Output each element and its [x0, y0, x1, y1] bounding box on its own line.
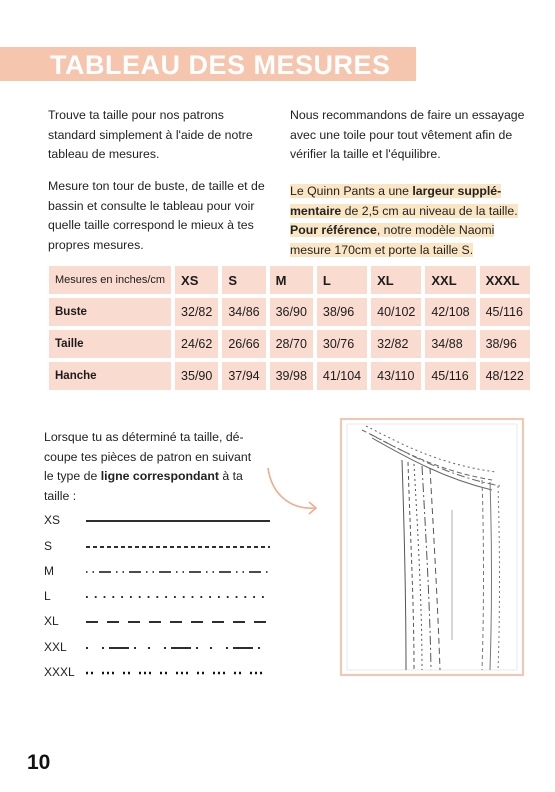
- line-style-xl: [84, 618, 274, 626]
- line-style-l: [84, 593, 274, 601]
- line-style-xxl: [84, 644, 274, 652]
- table-cell: 45/116: [480, 298, 530, 326]
- table-cell: 45/116: [425, 362, 475, 390]
- table-cell: 24/62: [175, 330, 218, 358]
- line-label-xxl: XXL: [44, 640, 67, 654]
- table-cell: 42/108: [425, 298, 475, 326]
- line-label-l: L: [44, 589, 51, 603]
- table-cell: 40/102: [371, 298, 421, 326]
- size-header-xxl: XXL: [425, 266, 475, 294]
- table-cell: 32/82: [371, 330, 421, 358]
- line-style-xxxl: [84, 669, 274, 677]
- table-row: [49, 298, 530, 326]
- intro-paragraph-2: Mesure ton tour de buste, de taille et de bassin et consulte le tableau pour voir quelle taille correspond le mieux à tes propres mesures.: [48, 179, 265, 252]
- size-header-xl: XL: [371, 266, 421, 294]
- pattern-lines-drawing: [342, 420, 522, 674]
- intro-paragraph-1: Trouve ta taille pour nos patrons standard simplement à l'aide de notre tableau de mesures.: [48, 108, 253, 161]
- table-cell: 30/76: [317, 330, 367, 358]
- size-table: [45, 262, 534, 394]
- table-cell: 34/88: [425, 330, 475, 358]
- table-cell: 41/104: [317, 362, 367, 390]
- line-style-s: [84, 543, 274, 551]
- table-cell: 37/94: [222, 362, 265, 390]
- table-cell: 26/66: [222, 330, 265, 358]
- page-number: 10: [27, 751, 51, 774]
- line-type-instructions: Lorsque tu as déterminé ta taille, dé-coupe tes pièces de patron en suivant le type de ligne correspondant à ta taille :: [44, 430, 252, 503]
- size-header-m: M: [270, 266, 313, 294]
- size-header-s: S: [222, 266, 265, 294]
- line-style-xs: [84, 517, 274, 525]
- table-cell: 39/98: [270, 362, 313, 390]
- size-header-l: L: [317, 266, 367, 294]
- pattern-piece-illustration: [340, 418, 524, 676]
- row-label-waist: Taille: [49, 330, 171, 358]
- fit-note: [290, 182, 532, 260]
- line-label-xxxl: XXXL: [44, 665, 75, 679]
- size-header-xs: XS: [175, 266, 218, 294]
- table-cell: 48/122: [480, 362, 530, 390]
- table-corner-label: Mesures en inches/cm: [49, 266, 171, 294]
- table-row: [49, 330, 530, 358]
- table-cell: 35/90: [175, 362, 218, 390]
- table-cell: 38/96: [480, 330, 530, 358]
- recommendation-paragraph: Nous recommandons de faire un essayage avec une toile pour tout vêtement afin de vérifier la taille et l'équilibre.: [290, 108, 525, 161]
- table-cell: 28/70: [270, 330, 313, 358]
- table-cell: 38/96: [317, 298, 367, 326]
- size-header-xxxl: XXXL: [480, 266, 530, 294]
- table-cell: 36/90: [270, 298, 313, 326]
- size-header-row: [49, 266, 530, 294]
- table-cell: 43/110: [371, 362, 421, 390]
- table-cell: 34/86: [222, 298, 265, 326]
- line-label-m: M: [44, 564, 54, 578]
- fit-note-text: Le Quinn Pants a une largeur supplé-mentaire de 2,5 cm au niveau de la taille. Pour référence, notre modèle Naomi mesure 170cm et porte la taille S.: [290, 184, 518, 257]
- table-cell: 32/82: [175, 298, 218, 326]
- line-label-xs: XS: [44, 513, 61, 527]
- line-label-s: S: [44, 539, 53, 553]
- row-label-hip: Hanche: [49, 362, 171, 390]
- table-row: [49, 362, 530, 390]
- curved-arrow-icon: [262, 462, 322, 520]
- line-label-xl: XL: [44, 614, 59, 628]
- row-label-bust: Buste: [49, 298, 171, 326]
- line-style-m: [84, 568, 274, 576]
- page-title: TABLEAU DES MESURES: [50, 50, 391, 80]
